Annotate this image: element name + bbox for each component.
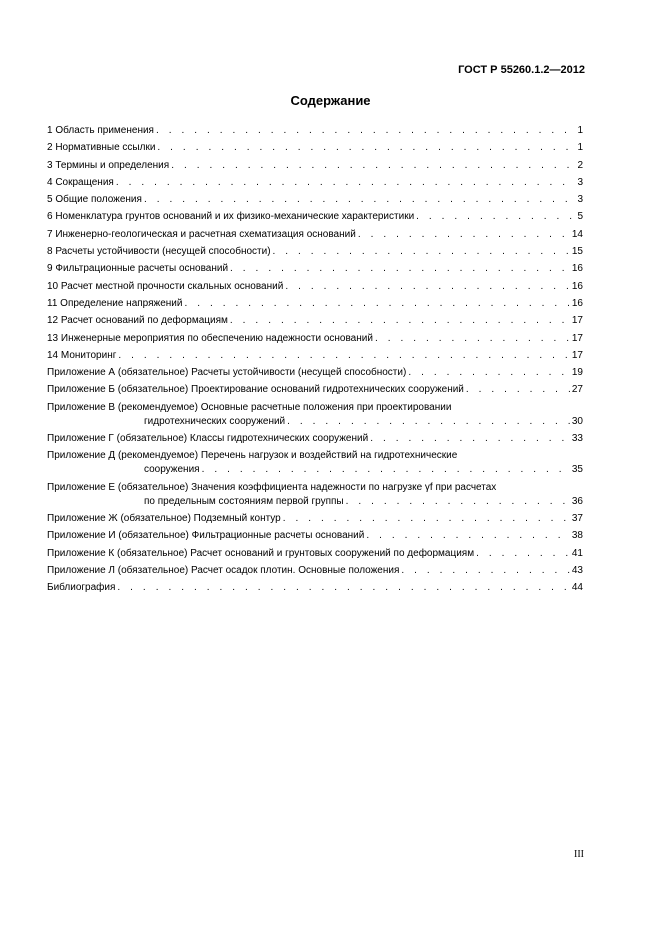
dot-leader [401, 564, 570, 578]
toc-entry-label: Приложение В (рекомендуемое) Основные расчетные положения при проектировании [47, 401, 452, 413]
toc-entry-label: 9 Фильтрационные расчеты оснований [47, 263, 229, 275]
dot-leader [273, 245, 570, 259]
dot-leader [408, 366, 570, 380]
dot-leader [375, 332, 570, 346]
toc-entry-label: 6 Номенклатура грунтов оснований и их физико-механические характеристики [47, 211, 415, 223]
toc-entry [47, 332, 583, 346]
toc-entry-page: 27 [571, 384, 583, 396]
toc-entry [47, 141, 583, 155]
toc-entry-page: 14 [571, 228, 583, 240]
toc-entry-page: 30 [571, 415, 583, 427]
toc-entry-page: 1 [577, 142, 583, 154]
dot-leader [156, 124, 575, 138]
toc-entry [47, 564, 583, 578]
toc-entry-label: Приложение Ж (обязательное) Подземный контур [47, 512, 281, 524]
toc-entry-continuation: гидротехнических сооружений [144, 415, 286, 427]
toc-entry [47, 547, 583, 561]
toc-entry-page: 3 [577, 194, 583, 206]
toc-entry-page: 38 [571, 530, 583, 542]
toc-entry [47, 262, 583, 276]
toc-entry [47, 210, 583, 224]
toc-entry [47, 280, 583, 294]
toc-entry [47, 366, 583, 380]
dot-leader [285, 280, 570, 294]
dot-leader [202, 463, 570, 477]
toc-entry-page: 43 [571, 564, 583, 576]
dot-leader [230, 262, 570, 276]
toc-entry-label: Приложение Е (обязательное) Значения коэффициента надежности по нагрузке γf при расчетах [47, 481, 497, 493]
toc-entry-page: 17 [571, 349, 583, 361]
dot-leader [283, 512, 570, 526]
dot-leader [358, 228, 570, 242]
toc-entry-page: 15 [571, 246, 583, 258]
document-designation: ГОСТ Р 55260.1.2—2012 [458, 64, 585, 76]
toc-entry-page: 16 [571, 297, 583, 309]
toc-entry-label: Приложение Л (обязательное) Расчет осадок плотин. Основные положения [47, 564, 400, 576]
toc-entry-page: 37 [571, 512, 583, 524]
toc-entry-page: 33 [571, 433, 583, 445]
dot-leader [144, 193, 576, 207]
toc-entry-page: 44 [571, 582, 583, 594]
toc-entry [47, 124, 583, 138]
toc-entry-label: Приложение Б (обязательное) Проектирование оснований гидротехнических сооружений [47, 384, 464, 396]
toc-entry [47, 159, 583, 173]
toc-entry-label: 2 Нормативные ссылки [47, 142, 156, 154]
dot-leader [287, 415, 570, 429]
toc-entry-page: 1 [577, 125, 583, 136]
toc-entry [47, 432, 583, 446]
dot-leader [184, 297, 569, 311]
toc-entry [47, 401, 583, 429]
page-number: III [574, 849, 584, 860]
toc-entry-page: 35 [571, 464, 583, 476]
dot-leader [116, 176, 576, 190]
toc-entry [47, 176, 583, 190]
toc-entry-label: 1 Область применения [47, 125, 154, 136]
toc-entry [47, 529, 583, 543]
toc-entry-page: 2 [577, 159, 583, 171]
toc-entry-page: 17 [571, 315, 583, 327]
toc-entry [47, 245, 583, 259]
toc-entry-label: Библиография [47, 582, 116, 594]
toc-entry-page: 5 [577, 211, 583, 223]
toc-entry-page: 19 [571, 367, 583, 379]
toc-entry-page: 41 [571, 547, 583, 559]
toc-entry-label: 5 Общие положения [47, 194, 142, 206]
toc-entry-label: 11 Определение напряжений [47, 297, 183, 309]
dot-leader [157, 141, 575, 155]
toc-entry-label: 12 Расчет оснований по деформациям [47, 315, 228, 327]
toc-entry-page: 16 [571, 263, 583, 275]
toc-entry [47, 449, 583, 477]
toc-entry-label: Приложение Д (рекомендуемое) Перечень нагрузок и воздействий на гидротехнические [47, 450, 458, 462]
dot-leader [230, 314, 570, 328]
toc-entry [47, 512, 583, 526]
page-title: Содержание [290, 93, 371, 108]
toc-entry [47, 383, 583, 397]
toc-entry-label: 4 Сокращения [47, 176, 114, 188]
toc-entry-page: 17 [571, 332, 583, 344]
dot-leader [466, 383, 570, 397]
toc-entry-label: Приложение И (обязательное) Фильтрационные расчеты оснований [47, 530, 365, 542]
toc-entry [47, 581, 583, 595]
dot-leader [370, 432, 570, 446]
toc-entry [47, 314, 583, 328]
toc-entry-page: 16 [571, 280, 583, 292]
toc-entry-page: 36 [571, 495, 583, 507]
dot-leader [117, 581, 569, 595]
toc-entry-label: Приложение А (обязательное) Расчеты устойчивости (несущей способности) [47, 367, 407, 379]
table-of-contents [47, 124, 583, 598]
toc-entry-label: 10 Расчет местной прочности скальных оснований [47, 280, 284, 292]
toc-entry-continuation: сооружения [144, 464, 200, 476]
toc-entry-label: 3 Термины и определения [47, 159, 170, 171]
toc-entry-label: Приложение К (обязательное) Расчет оснований и грунтовых сооружений по деформациям [47, 547, 475, 559]
toc-entry-label: 7 Инженерно-геологическая и расчетная схематизация оснований [47, 228, 356, 240]
toc-entry [47, 349, 583, 363]
toc-entry-continuation: по предельным состояниям первой группы [144, 495, 344, 507]
dot-leader [366, 529, 570, 543]
toc-entry-label: 13 Инженерные мероприятия по обеспечению надежности оснований [47, 332, 373, 344]
dot-leader [476, 547, 570, 561]
toc-entry [47, 228, 583, 242]
dot-leader [171, 159, 575, 173]
toc-entry-label: 14 Мониторинг [47, 349, 117, 361]
toc-entry-page: 3 [577, 176, 583, 188]
toc-entry [47, 297, 583, 311]
dot-leader [346, 495, 570, 509]
toc-entry [47, 481, 583, 509]
dot-leader [416, 210, 575, 224]
toc-entry-label: Приложение Г (обязательное) Классы гидротехнических сооружений [47, 433, 369, 445]
dot-leader [118, 349, 570, 363]
toc-entry-label: 8 Расчеты устойчивости (несущей способности) [47, 246, 271, 258]
toc-entry [47, 193, 583, 207]
